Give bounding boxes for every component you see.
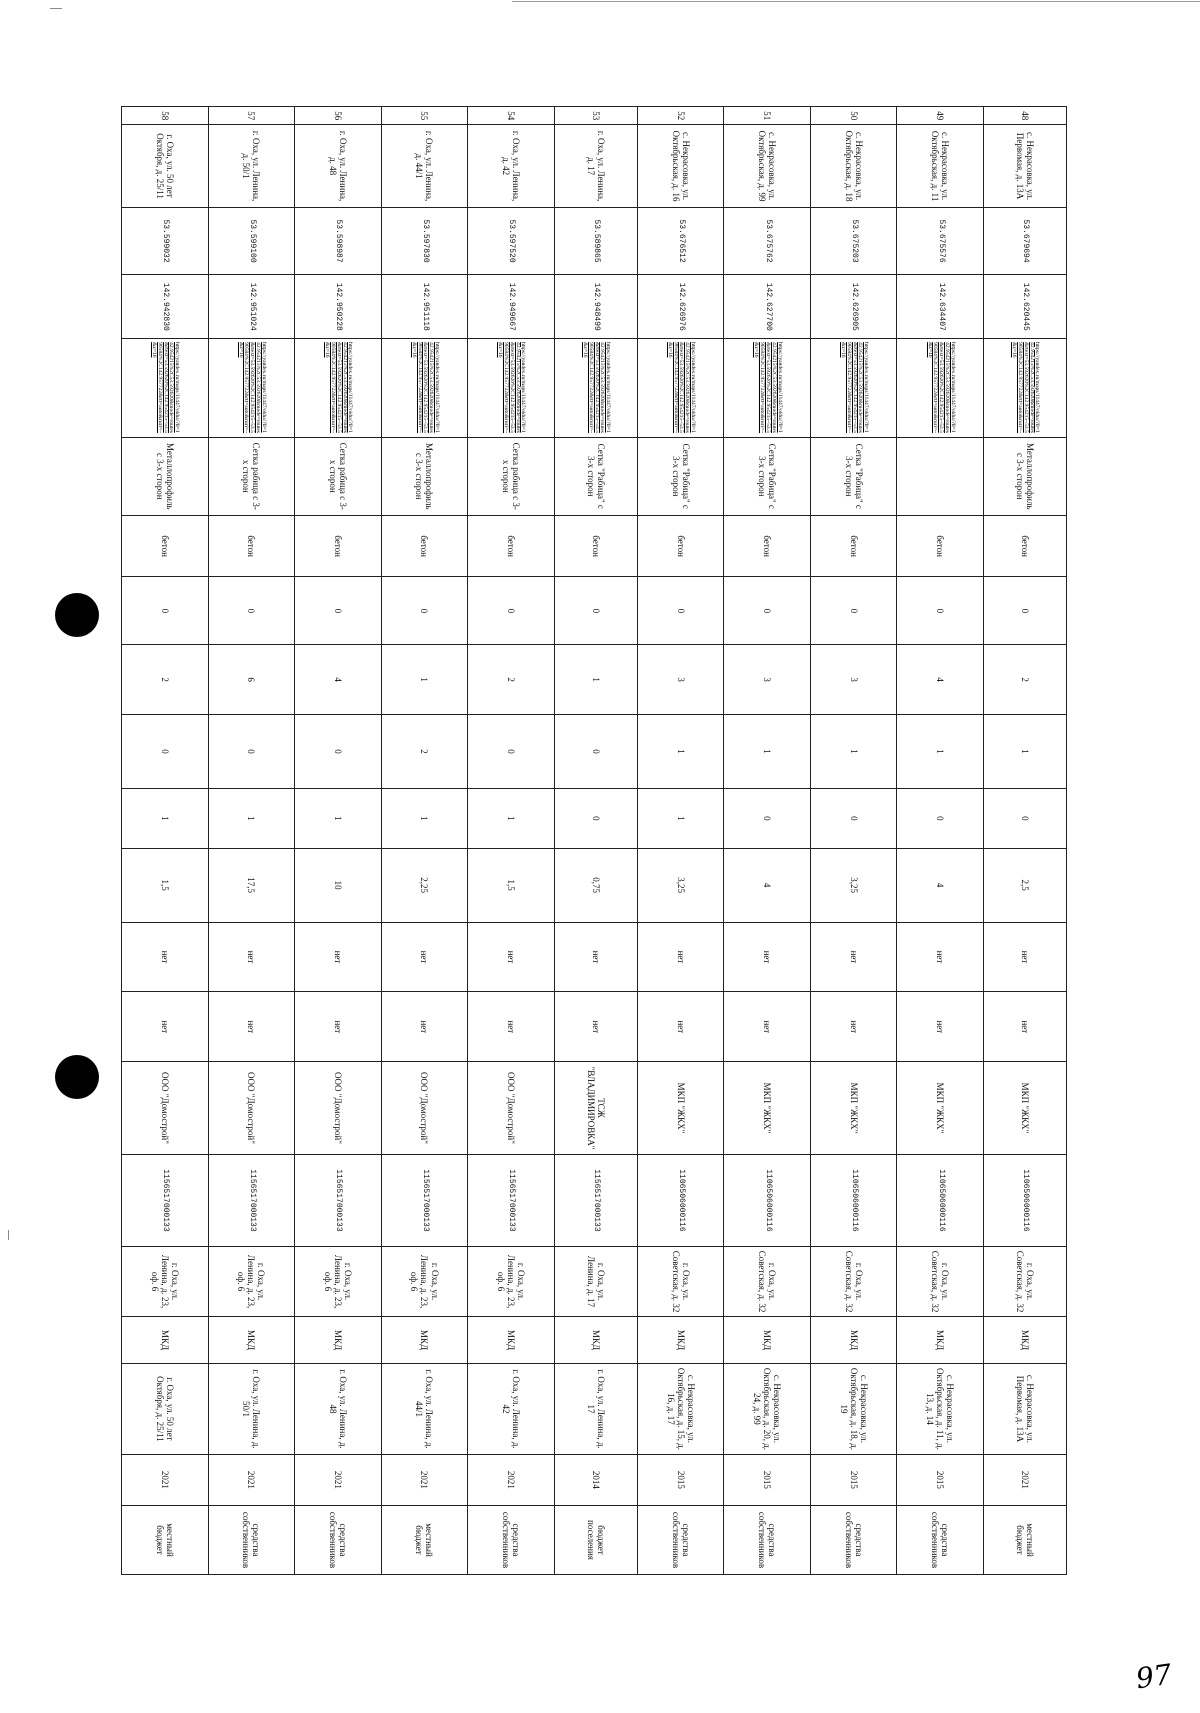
year: 2021 (122, 1454, 209, 1505)
holder-ogrn: 1156517000133 (295, 1154, 382, 1246)
table-row (295, 107, 382, 1575)
site-address: г. Оха, ул. 50 лет Октября, д. 25/11 (122, 125, 209, 207)
row-number: 50 (810, 107, 897, 125)
count-cell: 1 (897, 715, 984, 789)
fence-type: Сетка "Рабица" с 3-х сторон (810, 437, 897, 515)
holder-name: МКП "ЖКХ" (897, 1062, 984, 1154)
count-cell: 0 (724, 789, 811, 849)
container-count: 3 (637, 645, 724, 715)
source-address: г. Оха, ул. Ленина, д. 50/1 (208, 1364, 295, 1454)
flag-cell: нет (810, 922, 897, 992)
table-container (121, 106, 1200, 1569)
site-address: г. Оха, ул. Ленина, д. 44/1 (381, 125, 468, 207)
holder-ogrn: 1106506000116 (897, 1154, 984, 1246)
site-address: с. Некрасовка, ул. Октябрьская, д. 11 (897, 125, 984, 207)
surface-type: бетон (637, 515, 724, 577)
map-link[interactable]: https://yandex.ru/maps/11447/okha/?ll=142.954215%2C53.592620&mode=routes&rtext=53.592620%2C142.954215~53.590584%2C142.957722&rtt=auto&ruri=~&z=16 (637, 339, 724, 438)
source-address: г. Оха, ул. Ленина, д. 17 (554, 1364, 637, 1454)
site-area: 4 (724, 848, 811, 922)
year: 2015 (637, 1454, 724, 1505)
table-row (554, 107, 637, 1575)
table-row (122, 107, 209, 1575)
table-row (724, 107, 811, 1575)
count-cell: 0 (295, 577, 382, 645)
holder-address: г. Оха, ул. Ленина, д. 23, оф. 6 (122, 1247, 209, 1317)
flag-cell: нет (983, 922, 1066, 992)
site-area: 2,25 (381, 848, 468, 922)
map-link[interactable]: https://yandex.ru/maps/11447/okha/?ll=142.954215%2C53.592620&mode=routes&rtext=53.592620%2C142.954215~53.590584%2C142.957722&rtt=auto&ruri=~&z=16 (208, 339, 295, 438)
source-address: с. Некрасовка, ул. Октябрьская, д. 11, д. 13, д. 14 (897, 1364, 984, 1454)
row-number: 57 (208, 107, 295, 125)
flag-cell: нет (554, 992, 637, 1062)
year: 2021 (208, 1454, 295, 1505)
count-cell: 1 (122, 789, 209, 849)
map-link[interactable]: https://yandex.ru/maps/11447/okha/?ll=142.954215%2C53.592620&mode=routes&rtext=53.592620%2C142.954215~53.590584%2C142.957722&rtt=auto&ruri=~&z=16 (381, 339, 468, 438)
count-cell: 1 (637, 789, 724, 849)
latitude: 53.597520 (468, 207, 555, 275)
count-cell: 1 (637, 715, 724, 789)
site-area: 1,5 (468, 848, 555, 922)
count-cell: 0 (554, 577, 637, 645)
holder-ogrn: 1106506000116 (724, 1154, 811, 1246)
count-cell: 1 (208, 789, 295, 849)
holder-ogrn: 1106506000116 (983, 1154, 1066, 1246)
funding-source: средства собственников (295, 1506, 382, 1575)
flag-cell: нет (724, 922, 811, 992)
fence-type (897, 437, 984, 515)
latitude: 53.598987 (295, 207, 382, 275)
flag-cell: нет (637, 992, 724, 1062)
holder-address: г. Оха, ул. Ленина, д. 23, оф. 6 (208, 1247, 295, 1317)
flag-cell: нет (724, 992, 811, 1062)
holder-name: МКП "ЖКХ" (983, 1062, 1066, 1154)
site-address: г. Оха, ул. Ленина, д. 42 (468, 125, 555, 207)
count-cell: 0 (122, 715, 209, 789)
site-area: 1,5 (122, 848, 209, 922)
count-cell: 0 (468, 715, 555, 789)
source-address: г. Оха, ул. Ленина, д. 48 (295, 1364, 382, 1454)
longitude: 142.626905 (810, 275, 897, 339)
source-address: с. Некрасовка, ул. Первомая, д. 13А (983, 1364, 1066, 1454)
holder-name: МКП "ЖКХ" (724, 1062, 811, 1154)
map-link[interactable]: https://yandex.ru/maps/11447/okha/?ll=142.954215%2C53.592620&mode=routes&rtext=53.592620%2C142.954215~53.590584%2C142.957722&rtt=auto&ruri=~&z=16 (554, 339, 637, 438)
latitude: 53.675762 (724, 207, 811, 275)
latitude: 53.675203 (810, 207, 897, 275)
longitude: 142.951118 (381, 275, 468, 339)
holder-name: ТСЖ "ВЛАДИМИРОВКА" (554, 1062, 637, 1154)
count-cell: 1 (295, 789, 382, 849)
site-area: 2,5 (983, 848, 1066, 922)
row-number: 53 (554, 107, 637, 125)
container-count: 1 (554, 645, 637, 715)
funding-source: средства собственников (637, 1506, 724, 1575)
longitude: 142.942830 (122, 275, 209, 339)
latitude: 53.675576 (897, 207, 984, 275)
year: 2021 (295, 1454, 382, 1505)
source-address: г. Оха, ул. Ленина, д. 42 (468, 1364, 555, 1454)
table-row (208, 107, 295, 1575)
holder-name: ООО "Домострой" (468, 1062, 555, 1154)
funding-source: средства собственников (208, 1506, 295, 1575)
longitude: 142.948499 (554, 275, 637, 339)
source-address: с. Некрасовка, ул. Октябрьская, д. 18, д. 19 (810, 1364, 897, 1454)
holder-ogrn: 1106506000116 (810, 1154, 897, 1246)
row-number: 48 (983, 107, 1066, 125)
surface-type: бетон (897, 515, 984, 577)
latitude: 53.589865 (554, 207, 637, 275)
year: 2015 (897, 1454, 984, 1505)
holder-address: г. Оха, ул. Ленина, д. 23, оф. 6 (381, 1247, 468, 1317)
funding-source: местный бюджет (983, 1506, 1066, 1575)
row-number: 55 (381, 107, 468, 125)
map-link[interactable]: https://yandex.ru/maps/11447/okha/?ll=142.954215%2C53.592620&mode=routes&rtext=53.592620%2C142.954215~53.590584%2C142.957722&rtt=auto&ruri=~&z=16 (724, 339, 811, 438)
map-link[interactable]: https://yandex.ru/maps/11447/okha/?ll=142.954215%2C53.592620&mode=routes&rtext=53.592620%2C142.954215~53.590584%2C142.957722&rtt=auto&ruri=~&z=16 (468, 339, 555, 438)
site-address: г. Оха, ул. Ленина, д. 48 (295, 125, 382, 207)
site-address: с. Некрасовка, ул. Октябрьская, д. 99 (724, 125, 811, 207)
holder-address: г. Оха, ул. Советская, д. 32 (983, 1247, 1066, 1317)
funding-source: средства собственников (810, 1506, 897, 1575)
count-cell: 1 (381, 789, 468, 849)
surface-type: бетон (468, 515, 555, 577)
row-number: 51 (724, 107, 811, 125)
map-link[interactable]: https://yandex.ru/maps/11447/okha/?ll=142.954215%2C53.592620&mode=routes&rtext=53.592620%2C142.954215~53.590584%2C142.957722&rtt=auto&ruri=~&z=16 (122, 339, 209, 438)
holder-address: г. Оха, ул. Советская, д. 32 (637, 1247, 724, 1317)
row-number: 52 (637, 107, 724, 125)
container-count: 4 (295, 645, 382, 715)
holder-address: г. Оха, ул. Ленина, д. 17 (554, 1247, 637, 1317)
flag-cell: нет (122, 922, 209, 992)
latitude: 53.599032 (122, 207, 209, 275)
longitude: 142.634407 (897, 275, 984, 339)
longitude: 142.951024 (208, 275, 295, 339)
site-address: с. Некрасовка, ул. Октябрьская, д. 16 (637, 125, 724, 207)
count-cell: 0 (983, 577, 1066, 645)
source-type: МКД (897, 1317, 984, 1364)
row-number: 49 (897, 107, 984, 125)
holder-name: ООО "Домострой" (208, 1062, 295, 1154)
holder-ogrn: 1156517000133 (122, 1154, 209, 1246)
count-cell: 0 (208, 715, 295, 789)
flag-cell: нет (122, 992, 209, 1062)
holder-address: г. Оха, ул. Ленина, д. 23, оф. 6 (295, 1247, 382, 1317)
funding-source: средства собственников (468, 1506, 555, 1575)
map-link[interactable]: https://yandex.ru/maps/11447/okha/?ll=142.954215%2C53.592620&mode=routes&rtext=53.592620%2C142.954215~53.590584%2C142.957722&rtt=auto&ruri=~&z=16 (295, 339, 382, 438)
flag-cell: нет (295, 992, 382, 1062)
count-cell: 0 (468, 577, 555, 645)
table-row (637, 107, 724, 1575)
holder-address: г. Оха, ул. Советская, д. 32 (810, 1247, 897, 1317)
scan-artifact (8, 1230, 9, 1240)
longitude: 142.626976 (637, 275, 724, 339)
flag-cell: нет (208, 992, 295, 1062)
container-count: 2 (983, 645, 1066, 715)
surface-type: бетон (122, 515, 209, 577)
longitude: 142.620445 (983, 275, 1066, 339)
container-count: 6 (208, 645, 295, 715)
count-cell: 0 (295, 715, 382, 789)
surface-type: бетон (983, 515, 1066, 577)
count-cell: 0 (810, 789, 897, 849)
count-cell: 0 (810, 577, 897, 645)
source-type: МКД (983, 1317, 1066, 1364)
funding-source: бюджет поселения (554, 1506, 637, 1575)
container-count: 2 (122, 645, 209, 715)
flag-cell: нет (295, 922, 382, 992)
source-type: МКД (810, 1317, 897, 1364)
fence-type: Сетка "Рабица" с 3-х сторон (724, 437, 811, 515)
punch-hole (55, 593, 99, 637)
count-cell: 0 (724, 577, 811, 645)
table-row (983, 107, 1066, 1575)
flag-cell: нет (208, 922, 295, 992)
count-cell: 0 (554, 789, 637, 849)
holder-name: МКП "ЖКХ" (810, 1062, 897, 1154)
fence-type: Сетка "Рабица" с 3-х сторон (637, 437, 724, 515)
flag-cell: нет (810, 992, 897, 1062)
container-count: 3 (724, 645, 811, 715)
map-link[interactable]: https://yandex.ru/maps/11447/okha/?ll=142.954215%2C53.592620&mode=routes&rtext=53.592620%2C142.954215~53.590584%2C142.957722&rtt=auto&ruri=~&z=16 (983, 339, 1066, 438)
site-area: 10 (295, 848, 382, 922)
count-cell: 2 (381, 715, 468, 789)
source-address: г. Оха, ул. 50 лет Октября, д. 25/11 (122, 1364, 209, 1454)
fence-type: Сетка рабица с 3-х сторон (468, 437, 555, 515)
site-address: г. Оха, ул. Ленина, д. 17 (554, 125, 637, 207)
source-type: МКД (295, 1317, 382, 1364)
punch-hole (55, 1055, 99, 1099)
source-address: г. Оха, ул. Ленина, д. 44/1 (381, 1364, 468, 1454)
count-cell: 0 (637, 577, 724, 645)
flag-cell: нет (381, 922, 468, 992)
source-type: МКД (724, 1317, 811, 1364)
funding-source: местный бюджет (122, 1506, 209, 1575)
waste-sites-table (121, 106, 1067, 1575)
site-address: с. Некрасовка, ул. Октябрьская, д. 18 (810, 125, 897, 207)
count-cell: 0 (381, 577, 468, 645)
flag-cell: нет (897, 992, 984, 1062)
container-count: 1 (381, 645, 468, 715)
surface-type: бетон (810, 515, 897, 577)
count-cell: 0 (983, 789, 1066, 849)
map-link[interactable]: https://yandex.ru/maps/11447/okha/?ll=142.954215%2C53.592620&mode=routes&rtext=53.592620%2C142.954215~53.590584%2C142.957722&rtt=auto&ruri=~&z=16 (897, 339, 984, 438)
holder-ogrn: 1106506000116 (637, 1154, 724, 1246)
funding-source: средства собственников (724, 1506, 811, 1575)
latitude: 53.679694 (983, 207, 1066, 275)
year: 2015 (810, 1454, 897, 1505)
site-area: 3,25 (810, 848, 897, 922)
surface-type: бетон (208, 515, 295, 577)
holder-name: ООО "Домострой" (295, 1062, 382, 1154)
source-type: МКД (468, 1317, 555, 1364)
row-number: 56 (295, 107, 382, 125)
map-link[interactable]: https://yandex.ru/maps/11447/okha/?ll=142.954215%2C53.592620&mode=routes&rtext=53.592620%2C142.954215~53.590584%2C142.957722&rtt=auto&ruri=~&z=16 (810, 339, 897, 438)
holder-name: МКП "ЖКХ" (637, 1062, 724, 1154)
holder-address: г. Оха, ул. Советская, д. 32 (724, 1247, 811, 1317)
latitude: 53.597830 (381, 207, 468, 275)
count-cell: 0 (554, 715, 637, 789)
holder-name: ООО "Домострой" (122, 1062, 209, 1154)
site-address: с. Некрасовка, ул. Первомая, д. 13А (983, 125, 1066, 207)
fence-type: Металлопрофиль с 3-х сторон (983, 437, 1066, 515)
latitude: 53.599100 (208, 207, 295, 275)
container-count: 3 (810, 645, 897, 715)
table-row (468, 107, 555, 1575)
year: 2021 (983, 1454, 1066, 1505)
funding-source: средства собственников (897, 1506, 984, 1575)
scan-artifact (50, 8, 62, 9)
source-type: МКД (208, 1317, 295, 1364)
count-cell: 0 (897, 577, 984, 645)
year: 2015 (724, 1454, 811, 1505)
page-number: 97 (1133, 1657, 1174, 1696)
holder-ogrn: 1156517000133 (468, 1154, 555, 1246)
source-type: МКД (122, 1317, 209, 1364)
source-type: МКД (554, 1317, 637, 1364)
table-row (897, 107, 984, 1575)
source-address: с. Некрасовка, ул. Октябрьская, д. 20, д. 24, д. 99 (724, 1364, 811, 1454)
flag-cell: нет (554, 922, 637, 992)
holder-ogrn: 1156517000133 (554, 1154, 637, 1246)
site-area: 17,5 (208, 848, 295, 922)
holder-ogrn: 1156517000133 (208, 1154, 295, 1246)
flag-cell: нет (637, 922, 724, 992)
count-cell: 1 (810, 715, 897, 789)
table-row (381, 107, 468, 1575)
year: 2014 (554, 1454, 637, 1505)
source-address: с. Некрасовка, ул. Октябрьская, д. 15, д. 16, д. 17 (637, 1364, 724, 1454)
surface-type: бетон (295, 515, 382, 577)
holder-ogrn: 1156517000133 (381, 1154, 468, 1246)
count-cell: 0 (897, 789, 984, 849)
count-cell: 0 (208, 577, 295, 645)
site-area: 4 (897, 848, 984, 922)
flag-cell: нет (468, 922, 555, 992)
count-cell: 0 (122, 577, 209, 645)
count-cell: 1 (983, 715, 1066, 789)
longitude: 142.627700 (724, 275, 811, 339)
row-number: 58 (122, 107, 209, 125)
count-cell: 1 (468, 789, 555, 849)
year: 2021 (381, 1454, 468, 1505)
surface-type: бетон (381, 515, 468, 577)
surface-type: бетон (724, 515, 811, 577)
site-area: 3,25 (637, 848, 724, 922)
holder-address: г. Оха, ул. Советская, д. 32 (897, 1247, 984, 1317)
fence-type: Металлопрофиль с 3-х сторон (122, 437, 209, 515)
funding-source: местный бюджет (381, 1506, 468, 1575)
source-type: МКД (381, 1317, 468, 1364)
fence-type: Сетка "Рабица" с 3-х сторон (554, 437, 637, 515)
site-area: 0,75 (554, 848, 637, 922)
flag-cell: нет (381, 992, 468, 1062)
holder-name: ООО "Домострой" (381, 1062, 468, 1154)
fence-type: Металлопрофиль с 3-х сторон (381, 437, 468, 515)
count-cell: 1 (724, 715, 811, 789)
longitude: 142.950228 (295, 275, 382, 339)
row-number: 54 (468, 107, 555, 125)
fence-type: Сетка рабица с 3-х сторон (208, 437, 295, 515)
site-address: г. Оха, ул. Ленина, д. 50/1 (208, 125, 295, 207)
container-count: 4 (897, 645, 984, 715)
longitude: 142.949667 (468, 275, 555, 339)
container-count: 2 (468, 645, 555, 715)
year: 2021 (468, 1454, 555, 1505)
holder-address: г. Оха, ул. Ленина, д. 23, оф. 6 (468, 1247, 555, 1317)
fence-type: Сетка рабица с 3-х сторон (295, 437, 382, 515)
scan-edge-line (512, 1, 1200, 2)
table-row (810, 107, 897, 1575)
flag-cell: нет (468, 992, 555, 1062)
source-type: МКД (637, 1317, 724, 1364)
surface-type: бетон (554, 515, 637, 577)
flag-cell: нет (897, 922, 984, 992)
latitude: 53.676512 (637, 207, 724, 275)
flag-cell: нет (983, 992, 1066, 1062)
